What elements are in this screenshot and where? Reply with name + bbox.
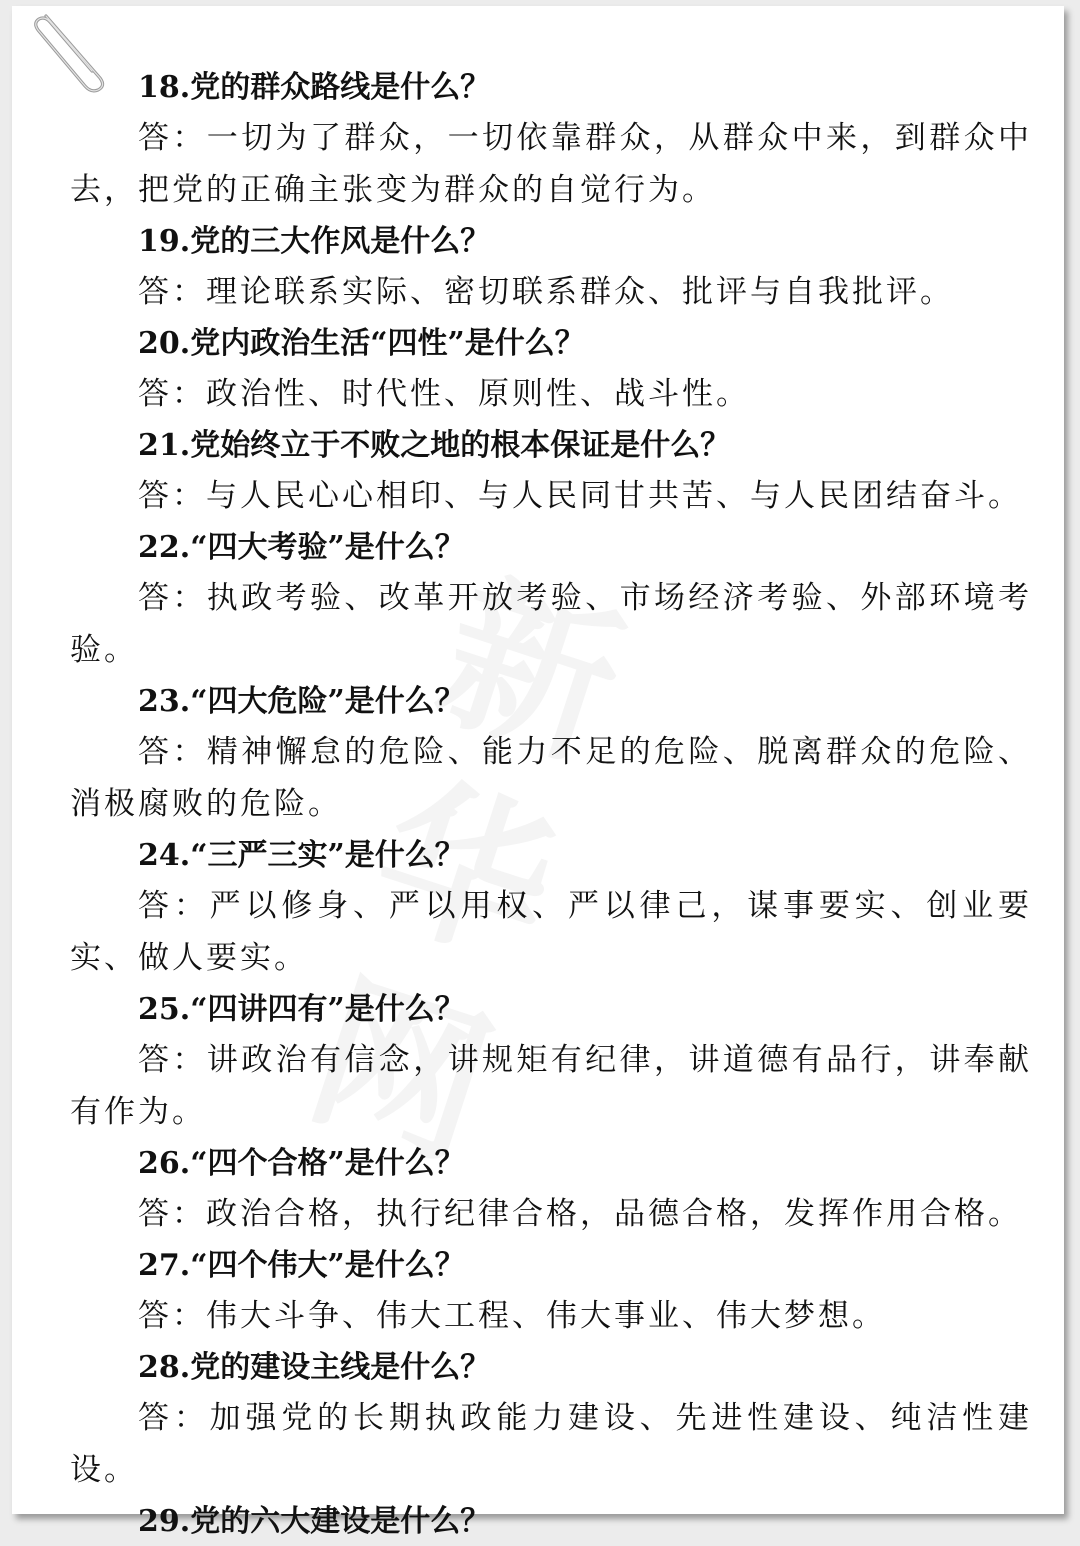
document-page xyxy=(12,6,1064,1539)
answer: 答：严以修身、严以用权、严以律己，谋事要实、创业要实、做人要实。 xyxy=(70,888,1032,976)
question: 26.“四个合格”是什么？ xyxy=(138,1146,465,1181)
qa-item xyxy=(70,524,1032,676)
question: 22.“四大考验”是什么？ xyxy=(138,530,465,565)
answer: 答：加强党的长期执政能力建设、先进性建设、纯洁性建设。 xyxy=(70,1400,1032,1488)
question: 29.党的六大建设是什么？ xyxy=(138,1504,491,1539)
question: 21.党始终立于不败之地的根本保证是什么？ xyxy=(138,428,731,463)
question: 23.“四大危险”是什么？ xyxy=(138,684,465,719)
qa-item xyxy=(70,1140,1032,1240)
question: 25.“四讲四有”是什么？ xyxy=(138,992,465,1027)
qa-item xyxy=(70,832,1032,984)
answer: 答：理论联系实际、密切联系群众、批评与自我批评。 xyxy=(138,274,954,310)
qa-item xyxy=(70,320,1032,420)
qa-list xyxy=(70,64,1032,1546)
qa-item xyxy=(70,1242,1032,1342)
qa-item xyxy=(70,422,1032,522)
answer: 答：政治合格，执行纪律合格，品德合格，发挥作用合格。 xyxy=(138,1196,1022,1232)
question: 19.党的三大作风是什么？ xyxy=(138,224,491,259)
answer: 答：一切为了群众，一切依靠群众，从群众中来，到群众中去，把党的正确主张变为群众的自觉行为。 xyxy=(70,120,1032,208)
qa-item xyxy=(70,678,1032,830)
question: 20.党内政治生活“四性”是什么？ xyxy=(138,326,585,361)
qa-item xyxy=(70,1344,1032,1496)
answer: 答：执政考验、改革开放考验、市场经济考验、外部环境考验。 xyxy=(70,580,1032,668)
question: 27.“四个伟大”是什么？ xyxy=(138,1248,465,1283)
answer: 答：政治性、时代性、原则性、战斗性。 xyxy=(138,376,750,412)
answer: 答：伟大斗争、伟大工程、伟大事业、伟大梦想。 xyxy=(138,1298,886,1334)
qa-item xyxy=(70,218,1032,318)
qa-item xyxy=(70,986,1032,1138)
question: 18.党的群众路线是什么？ xyxy=(138,70,491,105)
qa-item xyxy=(70,1498,1032,1546)
qa-item xyxy=(70,64,1032,216)
question: 28.党的建设主线是什么？ xyxy=(138,1350,491,1385)
answer: 答：精神懈怠的危险、能力不足的危险、脱离群众的危险、消极腐败的危险。 xyxy=(70,734,1032,822)
question: 24.“三严三实”是什么？ xyxy=(138,838,465,873)
answer: 答：与人民心心相印、与人民同甘共苦、与人民团结奋斗。 xyxy=(138,478,1022,514)
answer: 答：讲政治有信念，讲规矩有纪律，讲道德有品行，讲奉献有作为。 xyxy=(70,1042,1032,1130)
